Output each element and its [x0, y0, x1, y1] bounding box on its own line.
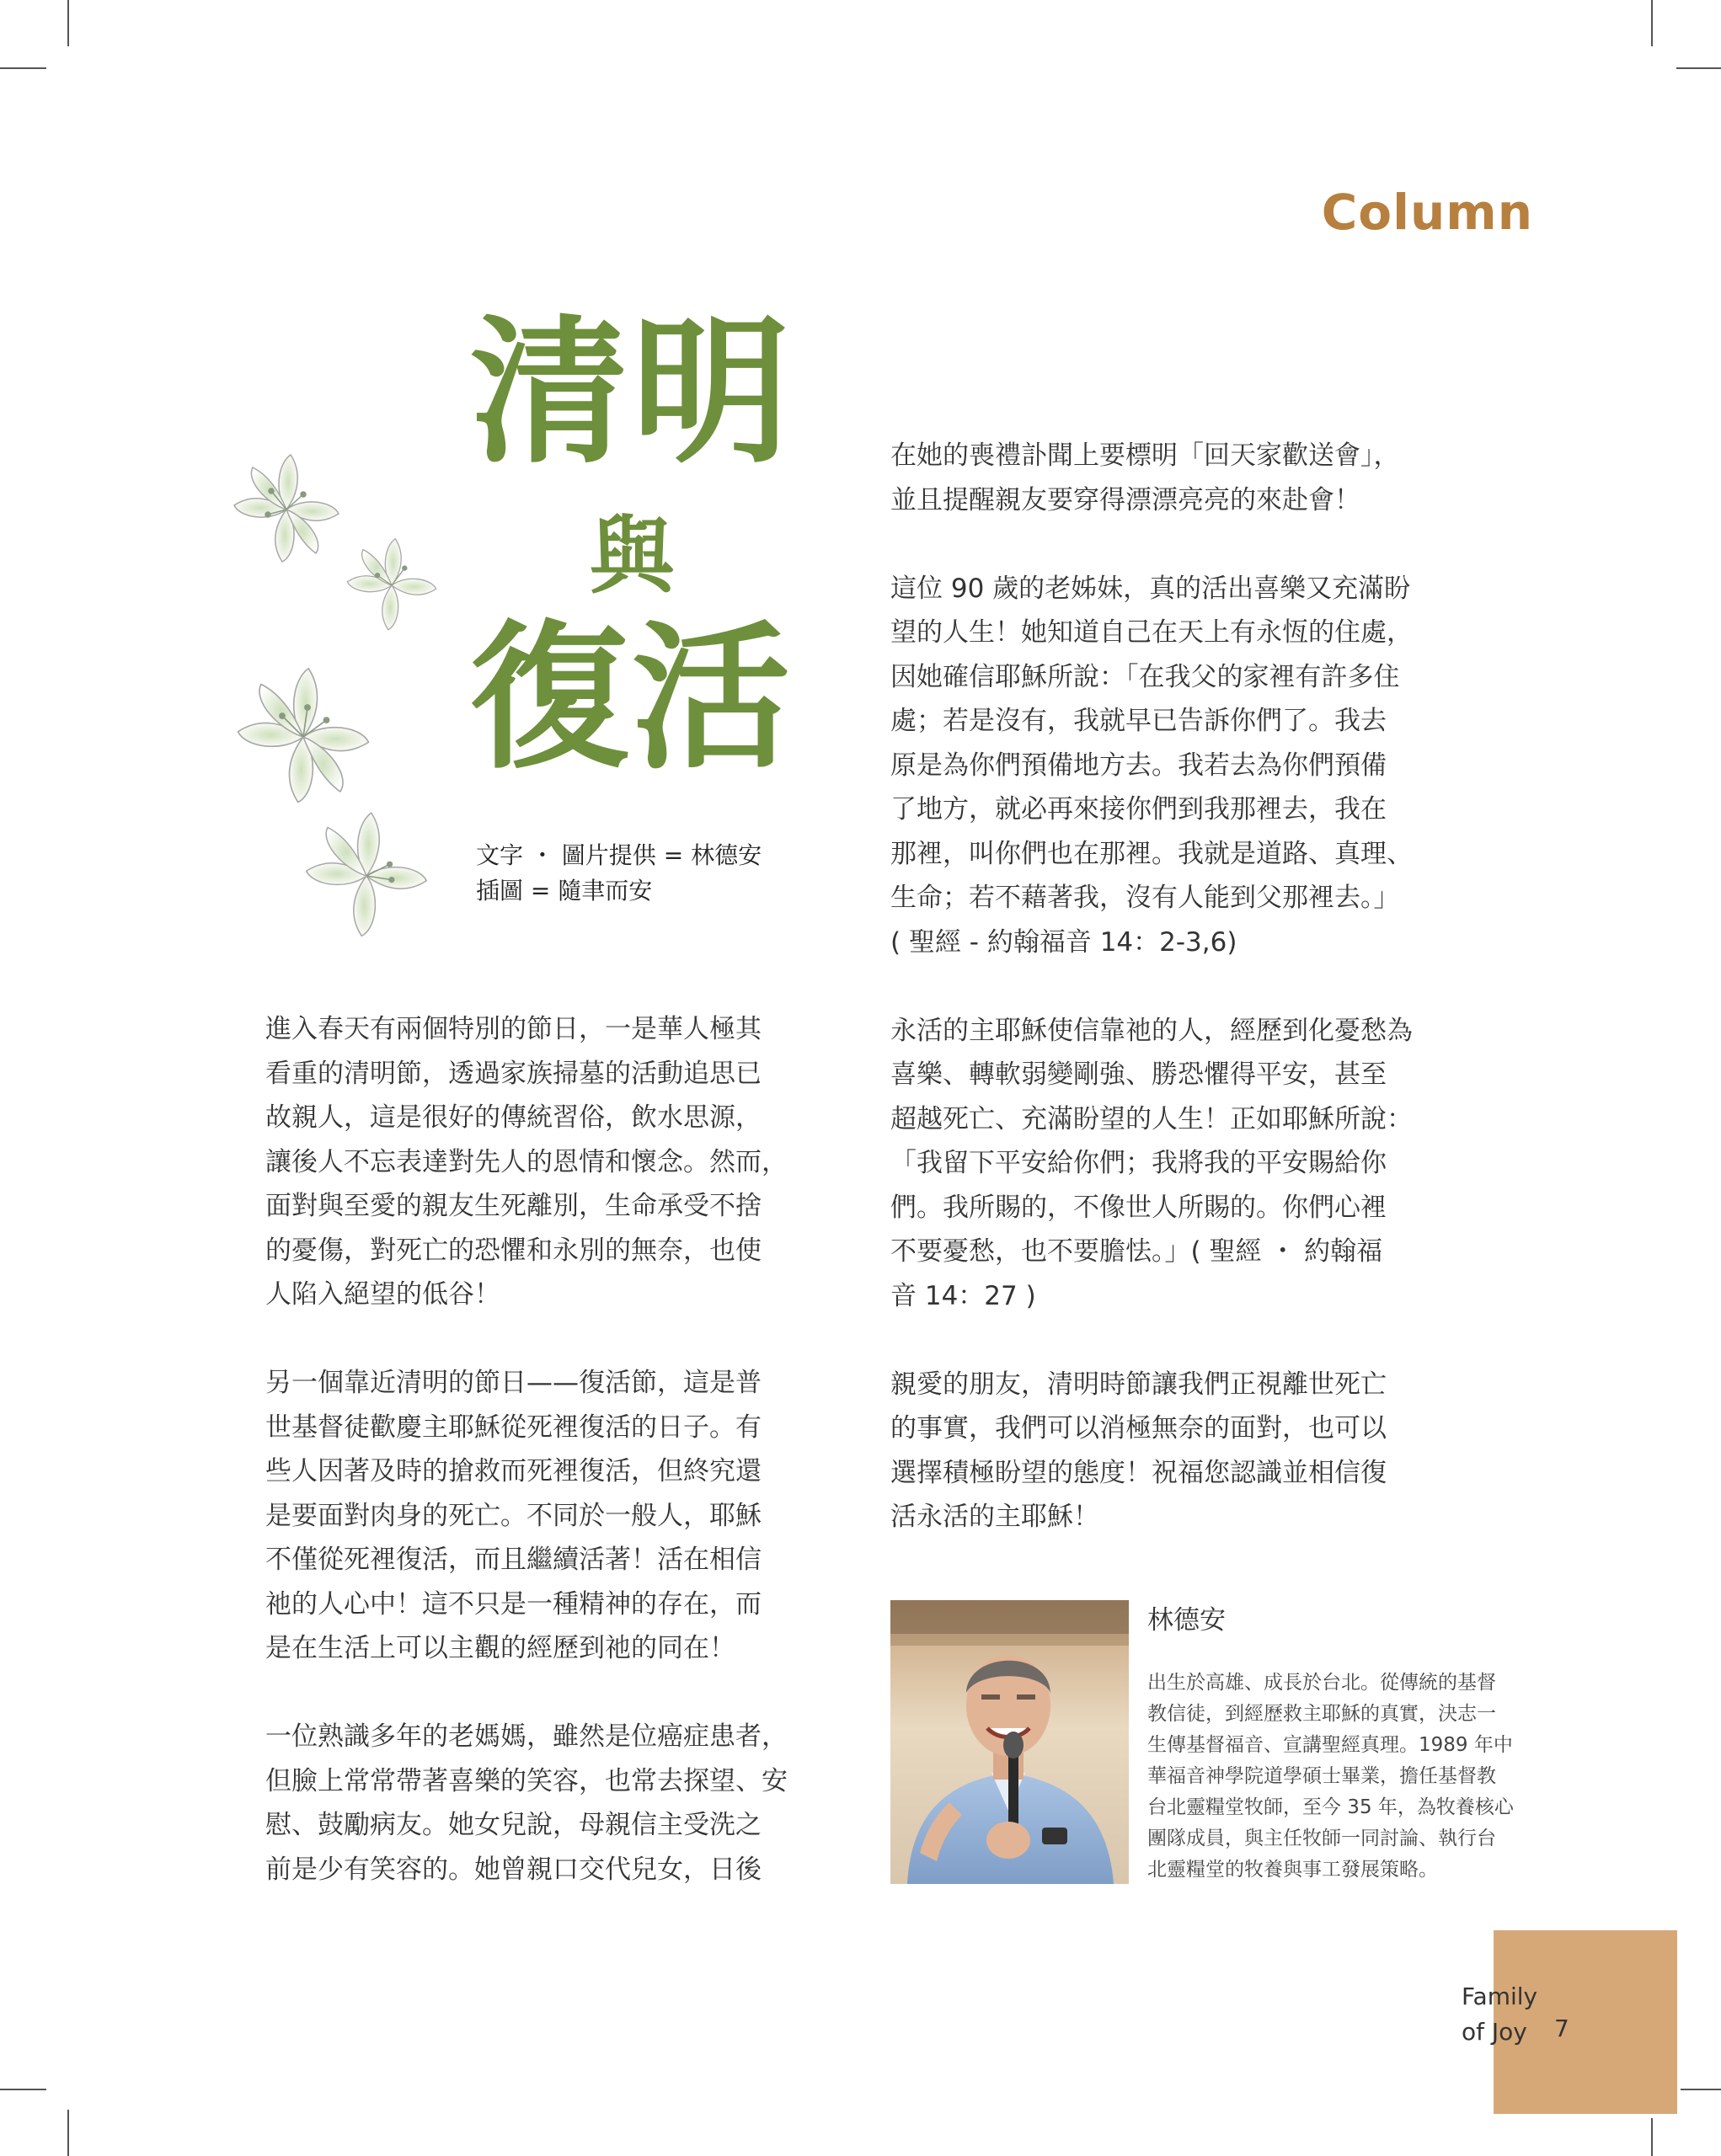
text-line: 並且提醒親友要穿得漂漂亮亮的來赴會！	[890, 484, 1360, 515]
text-line: 是在生活上可以主觀的經歷到祂的同在！	[265, 1633, 735, 1663]
article-column-right	[890, 434, 1463, 1583]
text-line: 不僅從死裡復活，而且繼續活著！活在相信	[265, 1545, 762, 1575]
author-photo	[890, 1600, 1129, 1884]
text-line: 活永活的主耶穌！	[890, 1502, 1099, 1532]
text-line: 是要面對肉身的死亡。不同於一般人，耶穌	[265, 1500, 762, 1531]
text-line: 進入春天有兩個特別的節日，一是華人極其	[265, 1014, 762, 1044]
bio-line: 生傳基督福音、宣講聖經真理。1989 年中	[1147, 1734, 1513, 1756]
article-paragraph	[890, 1363, 1463, 1540]
text-line: 在她的喪禮訃聞上要標明「回天家歡送會」，	[890, 440, 1400, 471]
section-label: Column	[1321, 184, 1533, 241]
article-paragraph	[265, 1007, 838, 1317]
text-line: 不要憂愁，也不要膽怯。」( 聖經 ・ 約翰福	[890, 1236, 1383, 1267]
text-line: 那裡，叫你們也在那裡。我就是道路、真理、	[890, 838, 1413, 869]
lily-flower	[307, 813, 427, 936]
article-paragraph	[265, 1715, 838, 1892]
text-line: 親愛的朋友，清明時節讓我們正視離世死亡	[890, 1369, 1387, 1400]
lily-illustration	[223, 446, 459, 952]
text-line: 人陷入絕望的低谷！	[265, 1279, 500, 1310]
article-column-left	[265, 1007, 838, 1936]
text-line: 的憂傷，對死亡的恐懼和永別的無奈，也使	[265, 1235, 762, 1266]
text-line: 故親人，這是很好的傳統習俗，飲水思源，	[265, 1102, 762, 1133]
text-line: 世基督徒歡慶主耶穌從死裡復活的日子。有	[265, 1412, 762, 1443]
text-line: 另一個靠近清明的節日——復活節，這是普	[265, 1368, 762, 1398]
text-line: 選擇積極盼望的態度！祝福您認識並相信復	[890, 1457, 1387, 1488]
text-line: 前是少有笑容的。她曾親口交代兒女，日後	[265, 1854, 762, 1885]
author-bio	[1147, 1668, 1552, 1886]
title-line-1: 清明	[470, 299, 794, 485]
lily-flower	[234, 455, 339, 562]
article-paragraph	[890, 1009, 1463, 1319]
text-line: 一位熟識多年的老媽媽，雖然是位癌症患者，	[265, 1721, 788, 1752]
magazine-name	[1462, 1979, 1537, 2050]
magazine-name-line1: Family	[1462, 1983, 1538, 2010]
bio-line: 台北靈糧堂牧師，至今 35 年，為牧養核心	[1147, 1796, 1514, 1818]
text-line: 音 14：27 )	[890, 1280, 1036, 1311]
text-line: 超越死亡、充滿盼望的人生！正如耶穌所說：	[890, 1103, 1413, 1134]
text-line: 看重的清明節，透過家族掃墓的活動追思已	[265, 1058, 762, 1089]
text-line: 「我留下平安給你們；我將我的平安賜給你	[890, 1148, 1387, 1178]
crop-mark	[67, 2110, 69, 2156]
text-line: 祂的人心中！這不只是一種精神的存在，而	[265, 1588, 762, 1620]
crop-mark	[0, 2089, 46, 2090]
text-line: 永活的主耶穌使信靠祂的人，經歷到化憂愁為	[890, 1015, 1413, 1046]
text-line: 生命；若不藉著我，沒有人能到父那裡去。」	[890, 883, 1400, 913]
bio-line: 北靈糧堂的牧養與事工發展策略。	[1147, 1859, 1438, 1881]
title-line-3: 復活	[470, 605, 794, 791]
page-number: 7	[1554, 2015, 1569, 2042]
bio-line: 教信徒，到經歷救主耶穌的真實，決志一	[1147, 1703, 1496, 1725]
text-line: 這位 90 歲的老姊妹，真的活出喜樂又充滿盼	[890, 573, 1411, 604]
text-line: 了地方，就必再來接你們到我那裡去，我在	[890, 794, 1387, 825]
text-line: 處；若是沒有，我就早已告訴你們了。我去	[890, 706, 1387, 736]
text-line: 望的人生！她知道自己在天上有永恆的住處，	[890, 617, 1413, 648]
crop-mark	[1651, 2118, 1653, 2156]
article-paragraph	[890, 434, 1463, 522]
lily-flower	[238, 669, 369, 803]
lily-flower	[347, 539, 436, 630]
text-line: 讓後人不忘表達對先人的恩情和懷念。然而，	[265, 1146, 788, 1177]
author-name: 林德安	[1147, 1605, 1226, 1636]
author-portrait	[890, 1600, 1129, 1884]
bio-line: 華福音神學院道學碩士畢業，擔任基督教	[1147, 1765, 1496, 1787]
credit-illustration: 插圖 = 隨聿而安	[476, 877, 653, 905]
credit-text-photo: 文字 ・ 圖片提供 = 林德安	[476, 841, 762, 869]
text-line: 但臉上常常帶著喜樂的笑容，也常去探望、安	[265, 1765, 788, 1796]
text-line: 們。我所賜的，不像世人所賜的。你們心裡	[890, 1192, 1387, 1223]
title-line-2: 與	[590, 506, 674, 606]
article-paragraph	[265, 1361, 838, 1671]
text-line: 因她確信耶穌所說：「在我父的家裡有許多住	[890, 661, 1400, 692]
crop-mark	[1651, 0, 1653, 46]
text-line: 面對與至愛的親友生死離別，生命承受不捨	[265, 1191, 762, 1221]
text-line: 喜樂、轉軟弱變剛強、勝恐懼得平安，甚至	[890, 1059, 1387, 1090]
text-line: ( 聖經 - 約翰福音 14：2-3,6)	[890, 926, 1237, 958]
text-line: 慰、鼓勵病友。她女兒說，母親信主受洗之	[265, 1810, 762, 1840]
article-paragraph	[890, 567, 1463, 965]
credits	[476, 838, 830, 909]
bio-line: 出生於高雄、成長於台北。從傳統的基督	[1147, 1672, 1496, 1694]
crop-mark	[1681, 2089, 1721, 2090]
bio-line: 團隊成員，與主任牧師一同討論、執行台	[1147, 1828, 1496, 1849]
crop-mark	[67, 0, 69, 46]
text-line: 的事實，我們可以消極無奈的面對，也可以	[890, 1413, 1387, 1444]
magazine-name-line2: of Joy	[1462, 2018, 1527, 2046]
text-line: 原是為你們預備地方去。我若去為你們預備	[890, 750, 1387, 781]
crop-mark	[0, 67, 46, 69]
crop-mark	[1676, 67, 1721, 69]
text-line: 些人因著及時的搶救而死裡復活，但終究還	[265, 1456, 762, 1486]
